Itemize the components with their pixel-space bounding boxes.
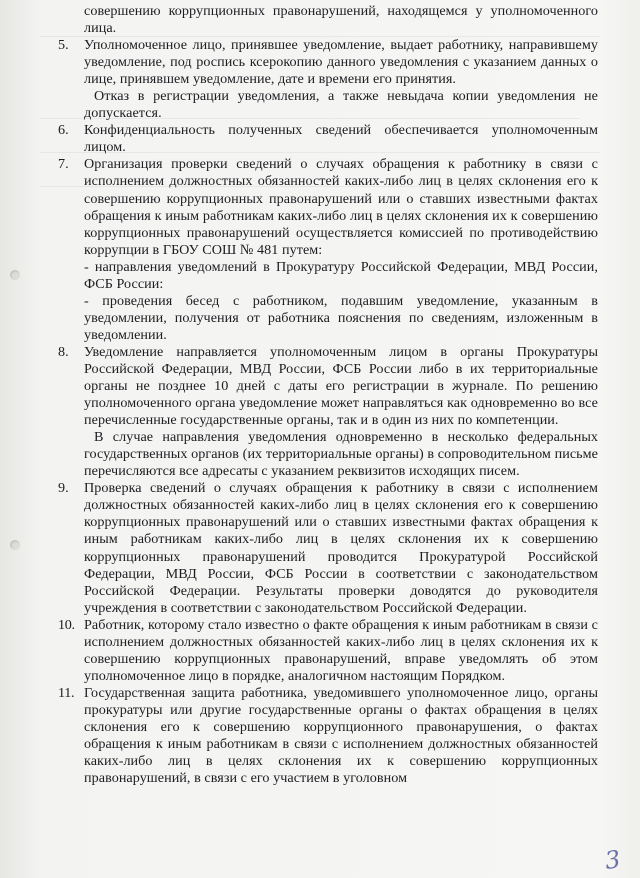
item-body bbox=[84, 480, 598, 616]
item-number: 11. bbox=[58, 684, 75, 701]
item-body bbox=[84, 37, 598, 122]
paragraph: Уведомление направляется уполномоченным лицом в органы Прокуратуры Российской Федерации, МВД России, ФСБ России либо в их территориальные органы не позднее 10 дней с даты его регистрации в журнале. По решению уполномоченного органа уведомление может направляться как одновременно во все перечисленные государственные органы, так и в один из них по компетенции. bbox=[84, 343, 598, 429]
item-number: 8. bbox=[58, 343, 69, 360]
paragraph: Конфиденциальность полученных сведений обеспечивается уполномоченным лицом. bbox=[84, 122, 598, 156]
punch-hole bbox=[10, 540, 20, 550]
paragraph: Работник, которому стало известно о факте обращения к иным работникам в связи с исполнением должностных обязанностей каких-либо лиц в целях склонения их к совершению коррупционных правонарушений, вправе уведомлять об этом уполномоченное лицо в порядке, аналогичном настоящим Порядком. bbox=[84, 616, 598, 684]
paragraph: Уполномоченное лицо, принявшее уведомление, выдает работнику, направившему уведомление, под роспись ксерокопию данного уведомления с указанием данных о лице, принявшем уведомление, дате и времени его принятия. bbox=[84, 37, 598, 88]
document-body bbox=[58, 3, 598, 787]
item-body bbox=[84, 685, 598, 787]
list-item-5 bbox=[58, 37, 598, 122]
item-number: 5. bbox=[58, 37, 69, 54]
paragraph: В случае направления уведомления одновременно в несколько федеральных государственных органов (их территориальные органы) в сопроводительном письме перечисляются все адресаты с указанием реквизитов исходящих писем. bbox=[84, 429, 598, 480]
item-number: 7. bbox=[58, 156, 69, 173]
item-number: 9. bbox=[58, 480, 69, 497]
item-number: 10. bbox=[58, 616, 75, 633]
list-item-9 bbox=[58, 480, 598, 616]
item-number: 6. bbox=[58, 122, 69, 139]
paragraph: Отказ в регистрации уведомления, а также невыдача копии уведомления не допускается. bbox=[84, 88, 598, 122]
item-body bbox=[84, 122, 598, 156]
list-item-10 bbox=[58, 617, 598, 685]
paragraph: Государственная защита работника, уведомившего уполномоченное лицо, органы прокуратуры или другие государственные органы о фактах обращения в целях склонения его к совершению коррупционного правонарушения, о фактах обращения к иным работникам в связи с исполнением должностных обязанностей каких-либо лиц в целях склонения их к совершению коррупционных правонарушений, в связи с его участием в уголовном bbox=[84, 684, 598, 787]
list-item-6 bbox=[58, 122, 598, 156]
punch-hole bbox=[10, 270, 20, 280]
list-item-11 bbox=[58, 685, 598, 787]
item-body bbox=[84, 344, 598, 480]
item-body bbox=[84, 156, 598, 344]
list-item-7 bbox=[58, 156, 598, 344]
paragraph: - проведения бесед с работником, подавшим уведомление, указанным в уведомлении, получения от работника пояснения по сведениям, изложенным в уведомлении. bbox=[84, 292, 598, 343]
paragraph: Организация проверки сведений о случаях обращения к работнику в связи с исполнением должностных обязанностей каких-либо лиц в целях склонения его к совершению коррупционных правонарушений или о ставших известными фактах обращения к иным работникам каких-либо лиц в целях склонения их к совершению коррупционных правонарушений осуществляется комиссией по противодействию коррупции в ГБОУ СОШ № 481 путем: bbox=[84, 156, 598, 258]
paragraph: Проверка сведений о случаях обращения к работнику в связи с исполнением должностных обязанностей каких-либо лиц в целях склонения его к совершению коррупционных правонарушений или о ставших известными фактах обращения к иным работникам каких-либо лиц в целях склонения их к совершению коррупционных правонарушений проводится Прокуратурой Российской Федерации, МВД России, ФСБ России в соответствии с законодательством Российской Федерации. Результаты проверки доводятся до руководителя учреждения в соответствии с законодательством Российской Федерации. bbox=[84, 480, 598, 616]
list-item-8 bbox=[58, 344, 598, 480]
paragraph: - направления уведомлений в Прокуратуру Российской Федерации, МВД России, ФСБ России: bbox=[84, 258, 598, 292]
page-number: 3 bbox=[602, 845, 622, 875]
item-body bbox=[84, 617, 598, 685]
continuation-text: совершению коррупционных правонарушений, находящемся у уполномоченного лица. bbox=[84, 3, 598, 37]
